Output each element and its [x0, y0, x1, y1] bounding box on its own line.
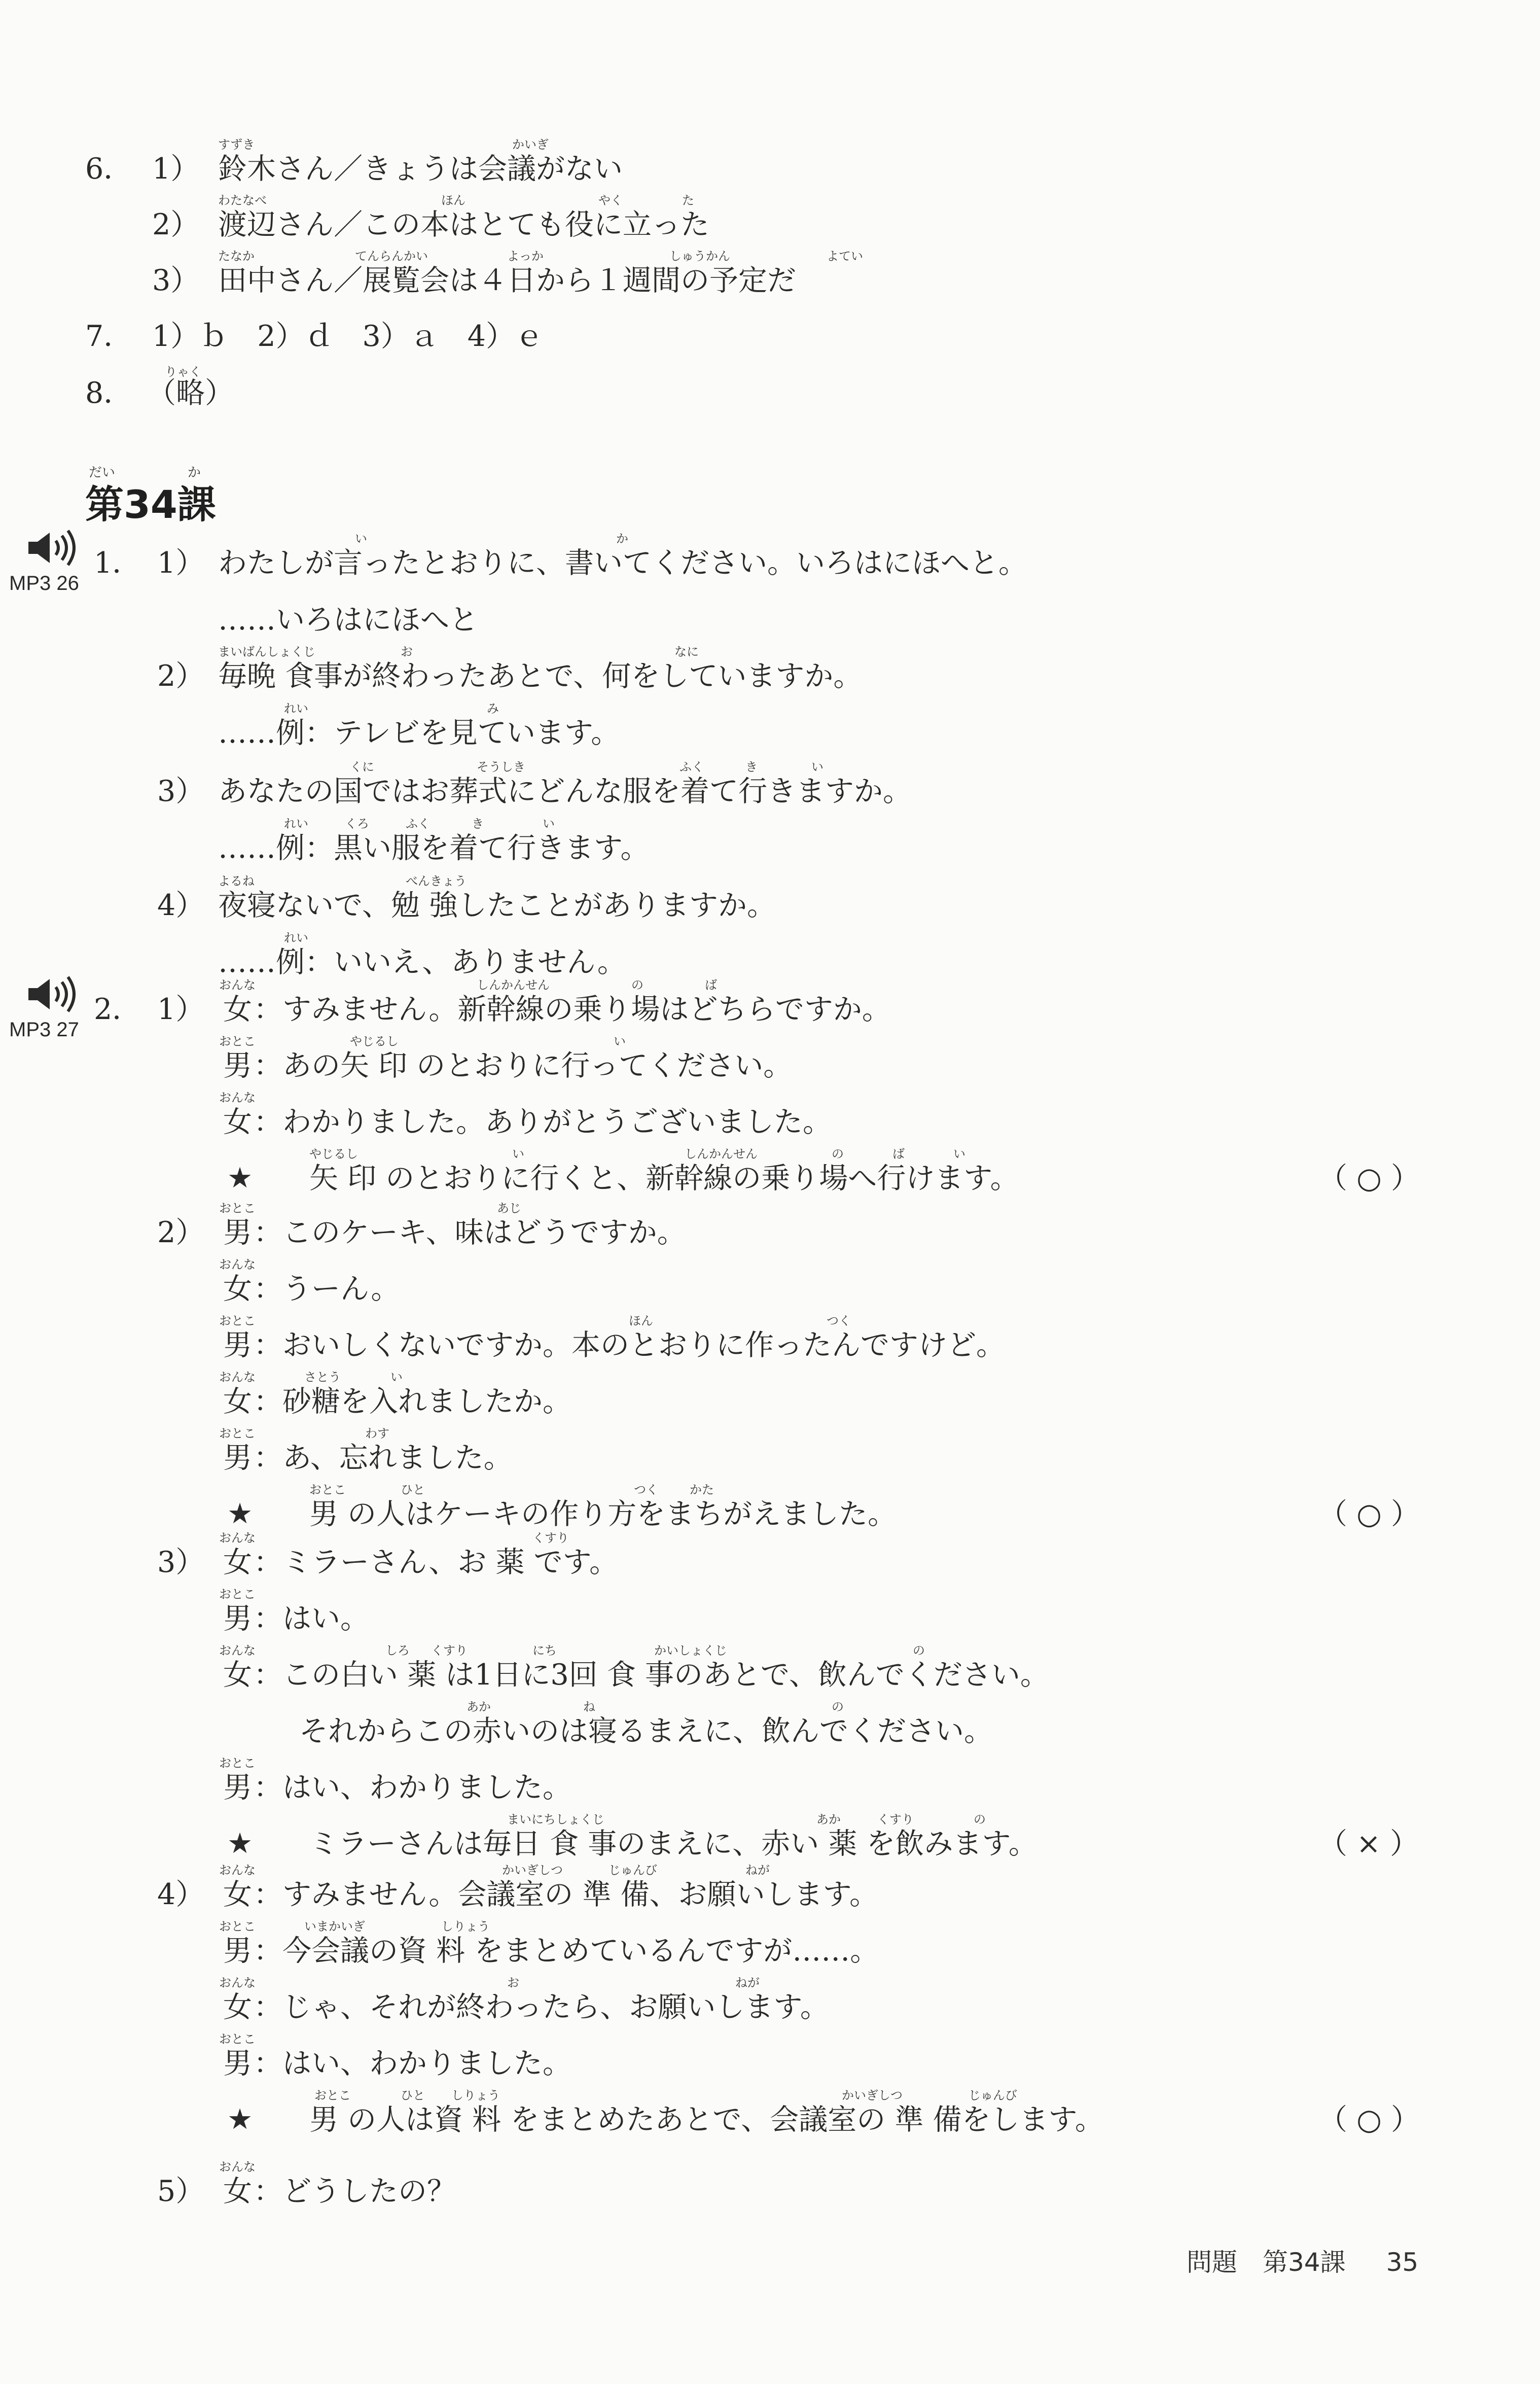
- true-false-mark: （ ○ ）: [1318, 2103, 1420, 2136]
- question-text: あなたの国ではお葬式にどんな服を着て行きますか。: [218, 775, 912, 808]
- statement-text: 男 の人はケーキの作り方をまちがえました。: [309, 1497, 897, 1531]
- lesson-title-ruby-dai: だい: [89, 465, 116, 480]
- furigana: かいしょくじ: [654, 1643, 727, 1658]
- speaker-icon: [24, 528, 80, 568]
- item-number: 1）: [152, 152, 200, 186]
- dialog-line: ：はい、わかりました。: [254, 1771, 571, 1804]
- dialog-line: ：この白い 薬 は1日に3回 食 事のあとで、飲んでください。: [254, 1658, 1049, 1692]
- speaker-furigana: おんな: [219, 1976, 256, 1990]
- furigana: くに: [350, 760, 374, 774]
- speaker-furigana: おとこ: [219, 1756, 256, 1770]
- item-number: 3）: [157, 775, 205, 808]
- speaker-label: 女: [223, 993, 252, 1026]
- furigana: ねが: [735, 1976, 760, 1990]
- speaker-label: 女: [223, 1990, 252, 2024]
- furigana: かいぎ: [512, 137, 549, 152]
- furigana: わす: [365, 1426, 389, 1441]
- answer-text: 渡辺さん／この本はとても役に立った: [218, 208, 709, 241]
- dialog-line: ：わかりました。ありがとうございました。: [254, 1105, 832, 1139]
- furigana: くろ: [345, 817, 369, 831]
- dialog-line: ：ミラーさん、お 薬 です。: [254, 1546, 619, 1579]
- question-text: 夜寝ないで、勉 強したことがありますか。: [218, 889, 776, 922]
- dialog-line: ：あ、忘れました。: [254, 1441, 513, 1475]
- dialog-number: 5）: [157, 2175, 205, 2208]
- furigana: あじ: [497, 1201, 521, 1215]
- furigana: お: [401, 645, 413, 659]
- furigana: ば: [705, 978, 717, 992]
- question-8-number: 8．: [85, 376, 133, 410]
- furigana: き: [472, 817, 484, 831]
- furigana: お: [507, 1976, 519, 1990]
- dialog-line: ：どうしたの？: [254, 2175, 456, 2208]
- furigana: ば: [892, 1147, 905, 1161]
- furigana: つく: [634, 1483, 658, 1497]
- statement-text: 矢 印 のとおりに行くと、新幹線の乗り場へ行けます。: [309, 1162, 1019, 1195]
- question-text: わたしが言ったとおりに、書いてください。いろはにほへと。: [218, 546, 1027, 580]
- answer-text: 田中さん／展覧会は４日から１週間の予定だ: [218, 264, 796, 297]
- furigana: べんきょう: [406, 874, 467, 888]
- speaker-label: 男: [223, 1771, 252, 1804]
- speaker-furigana: おんな: [219, 1370, 256, 1384]
- furigana: なに: [674, 645, 699, 659]
- furigana: い: [811, 760, 823, 774]
- dialog-line: ：うーん。: [254, 1272, 400, 1306]
- furigana: いまかいぎ: [304, 1919, 365, 1934]
- speaker-furigana: おとこ: [219, 1919, 256, 1934]
- furigana: あか: [467, 1700, 491, 1714]
- lesson-title: 第34課: [85, 482, 216, 527]
- furigana: れい: [284, 931, 308, 945]
- furigana: まいにちしょくじ: [507, 1812, 604, 1827]
- furigana: い: [953, 1147, 965, 1161]
- furigana: たなか: [218, 249, 255, 263]
- furigana: ほん: [441, 193, 465, 207]
- furigana: ひと: [401, 2088, 425, 2102]
- furigana: かいぎしつ: [502, 1863, 563, 1877]
- furigana: おとこ: [309, 1483, 346, 1497]
- dialog-line: ：あの矢 印 のとおりに行ってください。: [254, 1049, 793, 1082]
- speaker-label: 女: [223, 1385, 252, 1418]
- furigana: わたなべ: [218, 193, 267, 207]
- furigana: ふく: [679, 760, 704, 774]
- furigana: つく: [827, 1314, 851, 1328]
- speaker-label: 女: [223, 2175, 252, 2208]
- speaker-label: 男: [223, 1328, 252, 1362]
- furigana: しゅうかん: [669, 249, 730, 263]
- question-8-ruby: りゃく: [165, 365, 201, 379]
- furigana: まいばんしょくじ: [218, 645, 315, 659]
- dialog-number: 4）: [157, 1878, 205, 1911]
- dialog-line: ：おいしくないですか。本のとおりに作ったんですけど。: [254, 1328, 1005, 1362]
- furigana: しりょう: [451, 2088, 500, 2102]
- question-7-answers: 1）ｂ 2）ｄ 3）ａ 4）ｅ: [152, 320, 544, 353]
- dialog-line: ：今会議の資 料 をまとめているんですが……。: [254, 1934, 879, 1968]
- furigana: やじるし: [309, 1147, 358, 1161]
- item-number: 4）: [157, 889, 205, 922]
- furigana: ふく: [406, 817, 430, 831]
- furigana: い: [390, 1370, 403, 1384]
- furigana: の: [631, 978, 643, 992]
- speaker-furigana: おとこ: [219, 1587, 256, 1601]
- speaker-furigana: おんな: [219, 1257, 256, 1272]
- answer-text: ……いろはにほへと: [218, 603, 478, 637]
- furigana: き: [745, 760, 758, 774]
- speaker-label: 男: [223, 1602, 252, 1635]
- answer-text: ……例：テレビを見ています。: [218, 716, 620, 750]
- speaker-furigana: おとこ: [219, 1034, 256, 1048]
- furigana: すずき: [218, 137, 255, 152]
- dialog-line: それからこの赤いのは寝るまえに、飲んでください。: [299, 1714, 993, 1748]
- speaker-furigana: おんな: [219, 978, 256, 992]
- furigana: にち: [532, 1643, 557, 1658]
- dialog-line: ：すみません。新幹線の乗り場はどちらですか。: [254, 993, 891, 1026]
- speaker-label: 男: [223, 1049, 252, 1082]
- furigana: い: [614, 1034, 626, 1048]
- furigana: てんらんかい: [355, 249, 428, 263]
- exercise-2-number: 2．: [94, 993, 141, 1026]
- item-number: 2）: [157, 659, 205, 693]
- speaker-label: 男: [223, 1441, 252, 1475]
- item-number: 3）: [152, 264, 200, 297]
- star-icon: ★: [227, 1827, 253, 1860]
- footer-label: 問題 第34課: [1187, 2248, 1346, 2277]
- furigana: さとう: [304, 1370, 341, 1384]
- furigana: ねが: [745, 1863, 770, 1877]
- dialog-line: ：はい、わかりました。: [254, 2047, 571, 2080]
- furigana: じゅんび: [608, 1863, 657, 1877]
- furigana: の: [832, 1147, 844, 1161]
- page-number: 35: [1386, 2248, 1419, 2277]
- dialog-number: 1）: [157, 993, 205, 1026]
- furigana: くすり: [877, 1812, 914, 1827]
- furigana: くすり: [532, 1531, 569, 1545]
- true-false-mark: （ × ）: [1318, 1827, 1419, 1861]
- dialog-number: 3）: [157, 1546, 205, 1579]
- furigana: じゅんび: [969, 2088, 1017, 2102]
- dialog-line: ：はい。: [254, 1602, 369, 1635]
- dialog-line: ：すみません。会議室の 準 備、お願いします。: [254, 1878, 879, 1911]
- speaker-furigana: おんな: [219, 1531, 256, 1545]
- furigana: よっか: [507, 249, 544, 263]
- dialog-line: ：砂糖を入れましたか。: [254, 1385, 571, 1418]
- furigana: しりょう: [441, 1919, 490, 1934]
- question-text: 毎晩 食事が終わったあとで、何をしていますか。: [218, 659, 863, 693]
- furigana: かた: [690, 1483, 714, 1497]
- question-6-number: 6．: [85, 152, 133, 186]
- speaker-furigana: おんな: [219, 1091, 256, 1105]
- furigana: ほん: [629, 1314, 653, 1328]
- speaker-label: 男: [223, 1934, 252, 1968]
- speaker-furigana: おんな: [219, 1863, 256, 1877]
- furigana: れい: [284, 702, 308, 716]
- speaker-furigana: おんな: [219, 1643, 256, 1658]
- speaker-furigana: おとこ: [219, 1426, 256, 1441]
- answer-text: 鈴木さん／きょうは会議がない: [218, 152, 623, 186]
- furigana: よてい: [827, 249, 863, 263]
- furigana: やじるし: [350, 1034, 399, 1048]
- furigana: よるね: [218, 874, 255, 888]
- furigana: い: [543, 817, 555, 831]
- item-number: 2）: [152, 208, 200, 241]
- statement-text: 男 の人は資 料 をまとめたあとで、会議室の 準 備をします。: [309, 2103, 1104, 2136]
- star-icon: ★: [227, 1497, 253, 1530]
- true-false-mark: （ ○ ）: [1318, 1497, 1420, 1531]
- speaker-label: 女: [223, 1272, 252, 1306]
- furigana: い: [355, 532, 367, 546]
- answer-text: ……例：黒い服を着て行きます。: [218, 831, 650, 865]
- speaker-furigana: おとこ: [219, 2032, 256, 2046]
- speaker-label: 女: [223, 1878, 252, 1911]
- lesson-title-ruby-ka: か: [188, 465, 201, 480]
- question-7-number: 7．: [85, 320, 133, 353]
- speaker-label: 女: [223, 1105, 252, 1139]
- furigana: の: [913, 1643, 925, 1658]
- dialog-number: 2）: [157, 1216, 205, 1249]
- furigana: か: [616, 532, 628, 546]
- speaker-label: 男: [223, 2047, 252, 2080]
- speaker-label: 女: [223, 1658, 252, 1692]
- furigana: の: [832, 1700, 844, 1714]
- furigana: しろ: [385, 1643, 410, 1658]
- furigana: ひと: [401, 1483, 425, 1497]
- speaker-furigana: おんな: [219, 2160, 256, 2174]
- furigana: やく: [598, 193, 623, 207]
- statement-text: ミラーさんは毎日 食 事のまえに、赤い 薬 を飲みます。: [309, 1827, 1037, 1861]
- page-footer: [1187, 2247, 1418, 2277]
- item-number: 1）: [157, 546, 205, 580]
- question-8-answer: （略）: [147, 376, 234, 410]
- furigana: み: [487, 702, 499, 716]
- furigana: しんかんせん: [477, 978, 550, 992]
- furigana: れい: [284, 817, 308, 831]
- speaker-furigana: おとこ: [219, 1314, 256, 1328]
- dialog-line: ：じゃ、それが終わったら、お願いします。: [254, 1990, 829, 2024]
- speaker-furigana: おとこ: [219, 1201, 256, 1215]
- speaker-icon: [24, 974, 80, 1014]
- speaker-label: 女: [223, 1546, 252, 1579]
- furigana: そうしき: [477, 760, 525, 774]
- exercise-1-number: 1．: [94, 546, 141, 580]
- true-false-mark: （ ○ ）: [1318, 1162, 1420, 1195]
- furigana: あか: [816, 1812, 841, 1827]
- furigana: おとこ: [314, 2088, 351, 2102]
- dialog-line: ：このケーキ、味はどうですか。: [254, 1216, 686, 1249]
- star-icon: ★: [227, 1162, 253, 1195]
- furigana: い: [512, 1147, 524, 1161]
- furigana: しんかんせん: [685, 1147, 758, 1161]
- audio-track-label: MP3 26: [9, 572, 79, 594]
- furigana: ね: [583, 1700, 595, 1714]
- furigana: の: [974, 1812, 986, 1827]
- furigana: くすり: [431, 1643, 468, 1658]
- audio-track-label: MP3 27: [9, 1019, 79, 1041]
- furigana: かいぎしつ: [842, 2088, 903, 2102]
- star-icon: ★: [227, 2103, 253, 2136]
- speaker-label: 男: [223, 1216, 252, 1249]
- furigana: た: [682, 193, 694, 207]
- answer-text: ……例：いいえ、ありません。: [218, 945, 626, 979]
